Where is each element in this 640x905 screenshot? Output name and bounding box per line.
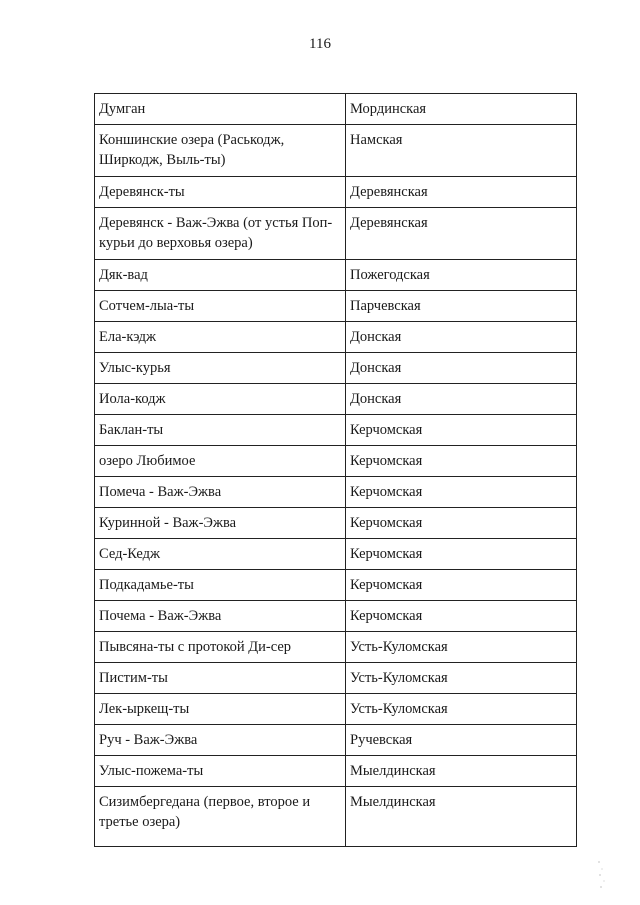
district-cell: Мординская: [346, 94, 577, 125]
lake-name-cell: Коншинские озера (Раськодж, Ширкодж, Выль-ты): [95, 125, 346, 177]
district-cell: Пожегодская: [346, 260, 577, 291]
table-row: [95, 177, 577, 208]
district-cell: Керчомская: [346, 446, 577, 477]
district-cell: Керчомская: [346, 570, 577, 601]
district-cell: Донская: [346, 384, 577, 415]
lake-name-cell: Деревянск - Важ-Эжва (от устья Поп-курьи до верховья озера): [95, 208, 346, 260]
district-cell: Донская: [346, 322, 577, 353]
district-cell: Керчомская: [346, 539, 577, 570]
lake-name-cell: Пистим-ты: [95, 663, 346, 694]
district-cell: Донская: [346, 353, 577, 384]
table-row: [95, 725, 577, 756]
table-row: [95, 787, 577, 847]
lake-name-cell: Подкадамье-ты: [95, 570, 346, 601]
district-cell: Керчомская: [346, 508, 577, 539]
lake-name-cell: Думган: [95, 94, 346, 125]
lake-name-cell: Помеча - Важ-Эжва: [95, 477, 346, 508]
lake-name-cell: Улыс-курья: [95, 353, 346, 384]
district-cell: Усть-Куломская: [346, 663, 577, 694]
district-cell: Керчомская: [346, 477, 577, 508]
table-row: [95, 125, 577, 177]
table-row: [95, 694, 577, 725]
table-row: [95, 477, 577, 508]
district-cell: Парчевская: [346, 291, 577, 322]
lake-name-cell: Руч - Важ-Эжва: [95, 725, 346, 756]
table-row: [95, 663, 577, 694]
table-row: [95, 260, 577, 291]
district-cell: Деревянская: [346, 208, 577, 260]
lake-name-cell: Сизимбергедана (первое, второе и третье озера): [95, 787, 346, 847]
table-row: [95, 632, 577, 663]
lake-name-cell: Деревянск-ты: [95, 177, 346, 208]
district-cell: Деревянская: [346, 177, 577, 208]
lake-name-cell: Ела-кэдж: [95, 322, 346, 353]
lake-name-cell: Лек-ыркещ-ты: [95, 694, 346, 725]
table-row: [95, 291, 577, 322]
table-row: [95, 446, 577, 477]
lake-name-cell: Иола-кодж: [95, 384, 346, 415]
lake-name-cell: Сед-Кедж: [95, 539, 346, 570]
district-cell: Усть-Куломская: [346, 694, 577, 725]
table-row: [95, 539, 577, 570]
district-cell: Керчомская: [346, 601, 577, 632]
table-row: [95, 208, 577, 260]
lake-name-cell: Пывсяна-ты с протокой Ди-сер: [95, 632, 346, 663]
table-row: [95, 384, 577, 415]
table-row: [95, 601, 577, 632]
lake-name-cell: озеро Любимое: [95, 446, 346, 477]
lake-name-cell: Улыс-пожема-ты: [95, 756, 346, 787]
table-row: [95, 415, 577, 446]
table-row: [95, 756, 577, 787]
table-row: [95, 353, 577, 384]
district-cell: Намская: [346, 125, 577, 177]
lake-name-cell: Баклан-ты: [95, 415, 346, 446]
table-row: [95, 94, 577, 125]
lake-name-cell: Сотчем-лыа-ты: [95, 291, 346, 322]
lake-name-cell: Дяк-вад: [95, 260, 346, 291]
district-cell: Ручевская: [346, 725, 577, 756]
lake-name-cell: Почема - Важ-Эжва: [95, 601, 346, 632]
table-row: [95, 322, 577, 353]
page-number: 116: [309, 36, 331, 52]
table-row: [95, 570, 577, 601]
district-cell: Мыелдинская: [346, 787, 577, 847]
district-cell: Керчомская: [346, 415, 577, 446]
lakes-table: [94, 93, 577, 847]
scan-specks: [596, 860, 608, 890]
district-cell: Мыелдинская: [346, 756, 577, 787]
table-row: [95, 508, 577, 539]
lake-name-cell: Куринной - Важ-Эжва: [95, 508, 346, 539]
district-cell: Усть-Куломская: [346, 632, 577, 663]
